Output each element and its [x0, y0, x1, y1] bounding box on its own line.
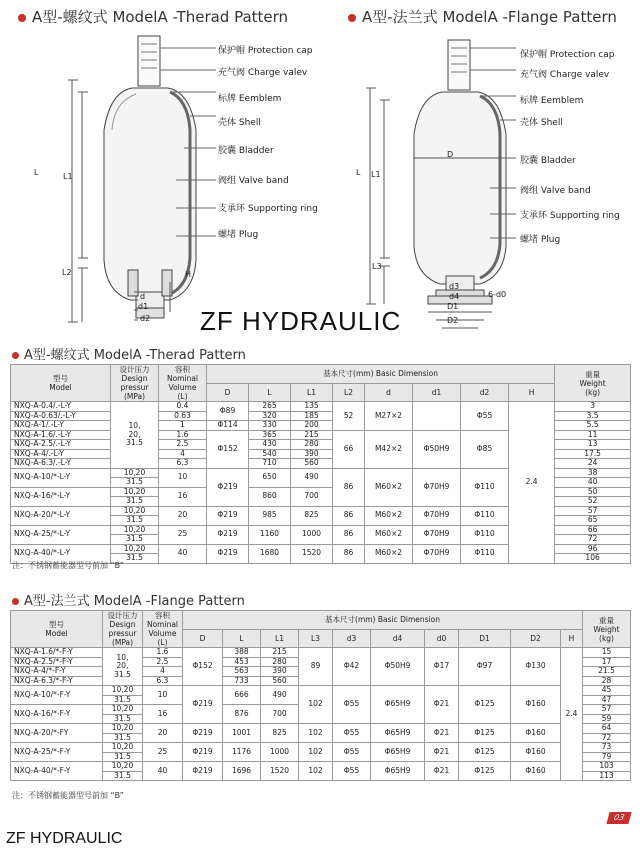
col-H: H [509, 383, 555, 402]
header-model: 型号 Model [11, 365, 111, 402]
col-L: L [249, 383, 291, 402]
flange-table-note: 注：不锈钢蓄能器型号前加 “B” [12, 791, 124, 800]
left-title-text: A型-螺纹式 ModelA -Therad Pattern [32, 8, 289, 26]
flange-header-volume: 容积 Nominal Volume (L) [143, 611, 183, 648]
table-row: NXQ-A-2.5/.-L-Y 2.5 430 280 13 [11, 440, 631, 450]
callout-emblem-right: 标牌 Eemblem [520, 96, 584, 106]
table-row: NXQ-A-4/.-L-Y 4 540 390 17.5 [11, 449, 631, 459]
table-row: NXQ-A-10/*-L-Y 10,20 10 Φ219 650 490 86 M60×2 Φ70H9 Φ110 38 [11, 468, 631, 478]
callout-supporting-ring-right: 支承环 Supporting ring [520, 211, 620, 221]
right-title-text: A型-法兰式 ModelA -Flange Pattern [362, 8, 617, 26]
callout-shell: 壳体 Shell [218, 118, 261, 128]
right-drawing-title [348, 6, 617, 27]
callout-protection-cap: 保护帽 Protection cap [218, 46, 313, 56]
left-drawing-title [18, 6, 288, 27]
header-volume: 容积 Nominal Volume (L) [159, 365, 207, 402]
table-row: NXQ-A-25/*-L-Y 10,20 25 Φ219 1160 1000 86 M60×2 Φ70H9 Φ110 66 [11, 525, 631, 535]
header-basic-dimension: 基本尺寸(mm) Basic Dimension [207, 365, 555, 384]
table-row: NXQ-A-1/.-L-Y 1 Φ114 330 200 5.5 [11, 421, 631, 431]
dim-L: L [34, 168, 39, 177]
dim-d1: d1 [138, 302, 149, 311]
thread-table-note: 注：不锈钢蓄能器型号前加 “B” [12, 561, 124, 570]
bullet-icon [12, 352, 19, 359]
flange-spec-table: 型号 Model 设计压力 Design pressur (MPa) 容积 Nominal Volume (L) 基本尺寸(mm) Basic Dimension 重量 Weight (kg) D L L1 L3 d3 d4 d0 D1 D2 H NXQ-A-1.6/*-F-Y 10, 20, 31.5 1.6 Φ152 388 215 89 Φ42 Φ50H9 Φ17 Φ97 Φ130 2.4 15 NXQ-A-2.5/*-F-Y 2.5 453 280 17 NXQ-A-4/*-F-Y 4 563 390 21.5 NXQ-A-6.3/*-F-Y 6.3 733 560 28 NXQ-A-10/*-F-Y 10,20 10 Φ219 666 490 102 Φ55 Φ65H9 Φ21 Φ125 Φ160 45 31.5 47 NXQ-A-16/*-F-Y 10,20 16 876 700 57 31.5 59 NXQ-A-20/*-FY 10,20 20 Φ219 1001 825 102 Φ55 Φ65H9 Φ21 Φ125 Φ160 64 31.5 72 NXQ-A-25/*-F-Y 10,20 25 Φ219 1176 1000 102 Φ55 Φ65H9 Φ21 Φ125 Φ160 73 31.5 79 NXQ-A-40/*-F-Y 10,20 40 Φ219 1696 1520 102 Φ55 Φ65H9 Φ21 Φ125 Φ160 103 31.5 113 [10, 610, 631, 781]
table-row: NXQ-A-10/*-F-Y 10,20 10 Φ219 666 490 102 Φ55 Φ65H9 Φ21 Φ125 Φ160 45 [11, 686, 631, 696]
thread-table-title [12, 344, 246, 363]
dim-d2: d2 [140, 314, 151, 323]
dim-L2: L2 [62, 268, 72, 277]
table-row: NXQ-A-20/*-FY 10,20 20 Φ219 1001 825 102 Φ55 Φ65H9 Φ21 Φ125 Φ160 64 [11, 724, 631, 734]
callout-valve-band-right: 阀组 Valve band [520, 186, 591, 196]
bullet-icon [18, 14, 26, 22]
thread-table-title-text: A型-螺纹式 ModelA -Therad Pattern [24, 348, 246, 363]
table-row: NXQ-A-0.4/.-L-Y 10, 20, 31.5 0.4 Φ89 265 135 52 M27×2 Φ55 2.4 3 [11, 402, 631, 412]
callout-plug-right: 螺堵 Plug [520, 235, 561, 245]
col-d1: d1 [413, 383, 461, 402]
callout-supporting-ring: 支承环 Supporting ring [218, 204, 318, 214]
bullet-icon [12, 598, 19, 605]
callout-valve-band: 阀组 Valve band [218, 176, 289, 186]
table-row: NXQ-A-2.5/*-F-Y 2.5 453 280 17 [11, 657, 631, 667]
table-row: 31.5 72 [11, 733, 631, 743]
table-row: 31.5 79 [11, 752, 631, 762]
dim-d: d [140, 292, 146, 301]
callout-protection-cap-right: 保护帽 Protection cap [520, 50, 615, 60]
dim-right-L3: L3 [372, 262, 382, 271]
header-weight: 重量 Weight (kg) [555, 365, 631, 402]
callout-shell-right: 壳体 Shell [520, 118, 563, 128]
dim-right-L: L [356, 168, 361, 177]
col-L1: L1 [291, 383, 333, 402]
table-row: 31.5 59 [11, 714, 631, 724]
table-row: 31.5 40 [11, 478, 631, 488]
col-d: d [365, 383, 413, 402]
table-row: 31.5 47 [11, 695, 631, 705]
dim-right-D2: D2 [447, 316, 459, 325]
dim-right-D: D [447, 150, 454, 159]
flange-header-basic-dimension: 基本尺寸(mm) Basic Dimension [183, 611, 583, 630]
table-row: 31.5 52 [11, 497, 631, 507]
table-row: NXQ-A-40/*-L-Y 10,20 40 Φ219 1680 1520 86 M60×2 Φ70H9 Φ110 96 [11, 544, 631, 554]
header-pressure: 设计压力 Design pressur (MPa) [111, 365, 159, 402]
thread-spec-table [10, 364, 631, 564]
table-row: 31.5 113 [11, 771, 631, 781]
table-row: NXQ-A-6.3/*-F-Y 6.3 733 560 28 [11, 676, 631, 686]
table-row: NXQ-A-16/*-F-Y 10,20 16 876 700 57 [11, 705, 631, 715]
callout-charge-valve: 充气阀 Charge valev [218, 68, 308, 78]
bullet-icon [348, 14, 356, 22]
flange-table-title-text: A型-法兰式 ModelA -Flange Pattern [24, 594, 245, 609]
footer-brand: ZF HYDRAULIC [6, 830, 123, 847]
flange-header-model: 型号 Model [11, 611, 103, 648]
flange-accumulator-drawing [350, 30, 530, 330]
col-L2: L2 [333, 383, 365, 402]
table-row: NXQ-A-6.3/.-L-Y 6.3 710 560 24 [11, 459, 631, 469]
col-D: D [207, 383, 249, 402]
table-row: NXQ-A-1.6/.-L-Y 1.6 Φ152 365 215 66 M42×2 Φ50H9 Φ85 11 [11, 430, 631, 440]
table-row: 31.5 106 [11, 554, 631, 564]
page-number-badge: 03 [606, 812, 631, 824]
brand-watermark: ZF HYDRAULIC [200, 306, 402, 336]
dim-right-d4: d4 [449, 292, 460, 301]
dim-right-D1: D1 [447, 302, 459, 311]
table-row: NXQ-A-20/*-L-Y 10,20 20 Φ219 985 825 86 M60×2 Φ70H9 Φ110 57 [11, 506, 631, 516]
table-row: NXQ-A-25/*-F-Y 10,20 25 Φ219 1176 1000 102 Φ55 Φ65H9 Φ21 Φ125 Φ160 73 [11, 743, 631, 753]
col-d2: d2 [461, 383, 509, 402]
table-row: NXQ-A-0.63/.-L-Y 0.63 320 185 3.5 [11, 411, 631, 421]
callout-plug: 螺堵 Plug [218, 230, 259, 240]
dim-right-d3: d3 [449, 282, 460, 291]
dim-H: H [185, 270, 192, 279]
callout-charge-valve-right: 充气阀 Charge valev [520, 70, 610, 80]
flange-header-pressure: 设计压力 Design pressur (MPa) [103, 611, 143, 648]
callout-emblem: 标牌 Eemblem [218, 94, 282, 104]
flange-table-title [12, 590, 245, 609]
table-row: 31.5 72 [11, 535, 631, 545]
table-row: NXQ-A-4/*-F-Y 4 563 390 21.5 [11, 667, 631, 677]
dim-right-d0: 6-d0 [488, 290, 507, 299]
table-row: NXQ-A-16/*-L-Y 10,20 16 860 700 50 [11, 487, 631, 497]
table-row: NXQ-A-1.6/*-F-Y 10, 20, 31.5 1.6 Φ152 388 215 89 Φ42 Φ50H9 Φ17 Φ97 Φ130 2.4 15 [11, 648, 631, 658]
dim-L1: L1 [63, 172, 73, 181]
callout-bladder: 胶囊 Bladder [218, 146, 274, 156]
callout-bladder-right: 胶囊 Bladder [520, 156, 576, 166]
dim-right-L1: L1 [371, 170, 381, 179]
table-row: NXQ-A-40/*-F-Y 10,20 40 Φ219 1696 1520 102 Φ55 Φ65H9 Φ21 Φ125 Φ160 103 [11, 762, 631, 772]
flange-header-weight: 重量 Weight (kg) [583, 611, 631, 648]
table-row: 31.5 65 [11, 516, 631, 526]
